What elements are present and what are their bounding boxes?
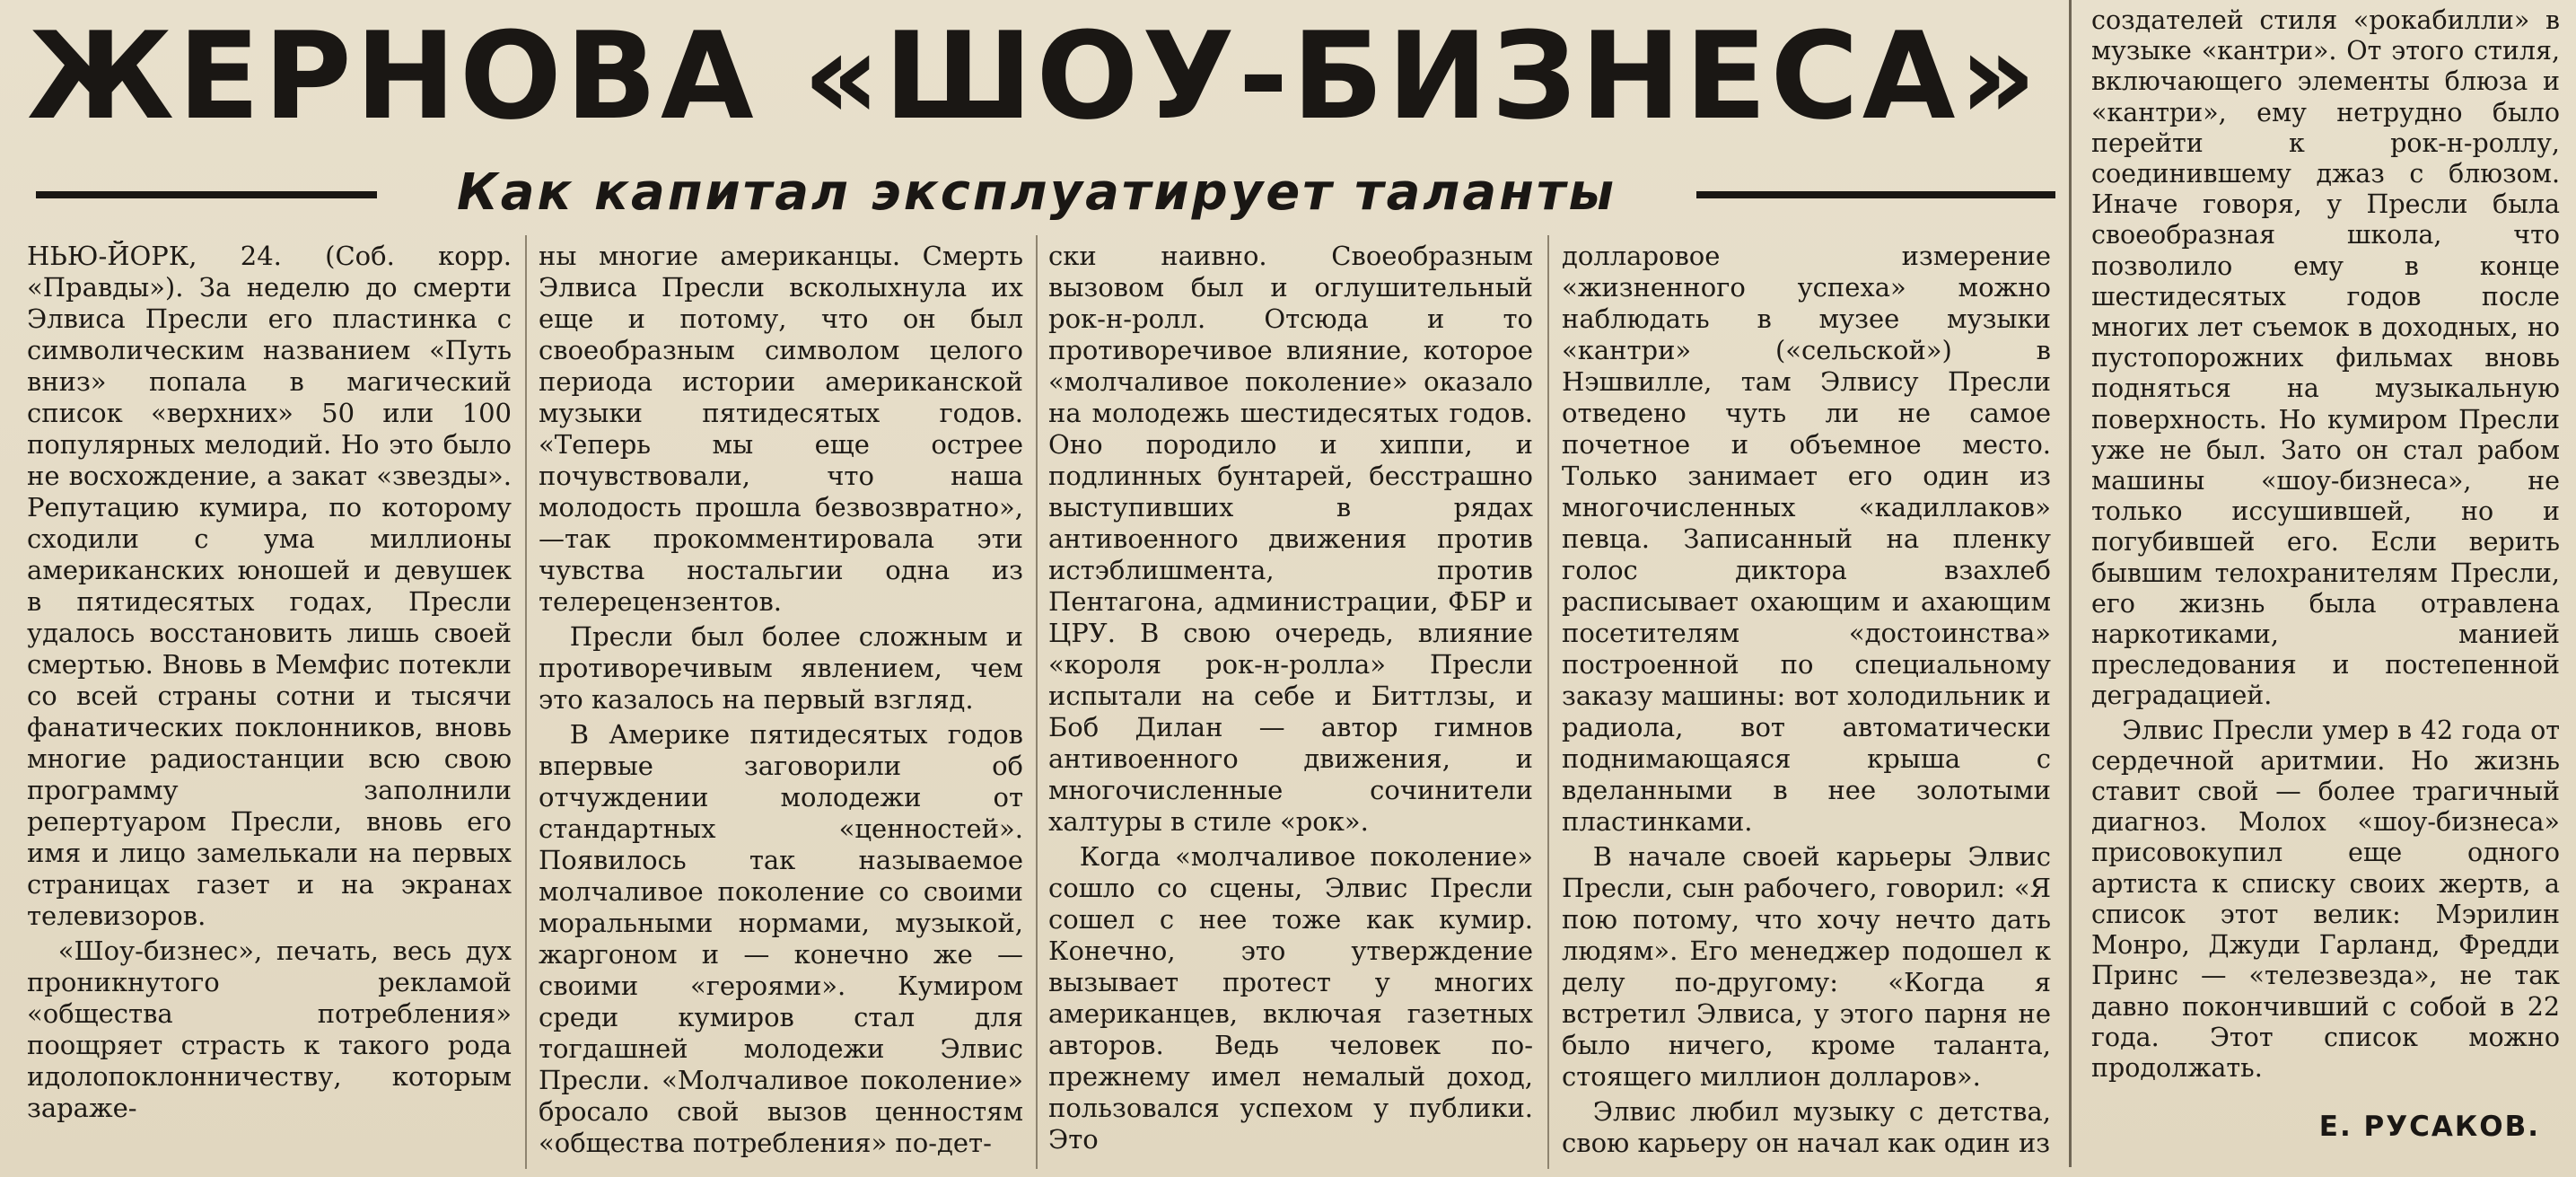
author-byline: Е. РУСАКОВ. <box>2318 1111 2540 1143</box>
article-column-3 <box>1048 241 1533 1165</box>
subheadline-rule-left <box>36 191 377 198</box>
article-column-1 <box>27 241 512 1165</box>
paragraph: В Америке пятидесятых годов впервые заговорили об отчуждении молодежи от стандартных «ценностей». Появилось так называемое молчаливое поколение со своими моральными нормами, музыкой, жаргоном и — конечно же — своими «героями». Кумиром среди кумиров стал для тогдашней молодежи Элвис Пресли. «Молчаливое поколение» бросало свой вызов ценностям «общества потребления» по-дет- <box>539 719 1023 1158</box>
article-column-2 <box>539 241 1023 1165</box>
paragraph: Пресли был более сложным и противоречивым явлением, чем это казалось на первый взгляд. <box>539 621 1023 715</box>
paragraph: долларовое измерение «жизненного успеха» можно наблюдать в музее музыки «кантри» («сельской») в Нэшвилле, там Элвису Пресли отведено чуть ли не самое почетное и объемное место. Только занимает его один из многочисленных «кадиллаков» певца. Записанный на пленку голос диктора взахлеб расписывает охающим и ахающим посетителям «достоинства» построенной по специальному заказу машины: вот холодильник и радиола, вот автоматически поднимающаяся крыша с вделанными в нее золотыми пластинками. <box>1562 241 2051 837</box>
article-column-4 <box>1562 241 2051 1165</box>
subheadline-row <box>27 162 2064 224</box>
paragraph: Элвис Пресли умер в 42 года от сердечной аритмии. Но жизнь ставит свой — более трагичный диагноз. Молох «шоу-бизнеса» присовокупил еще одного артиста к списку своих жертв, а список этот велик: Мэрилин Монро, Джуди Гарланд, Фредди Принс — «телезвезда», не так давно покончивший с собой в 22 года. Этот список можно продолжать. <box>2091 715 2560 1083</box>
column-divider <box>1547 235 1549 1169</box>
subheadline-rule-right <box>1696 191 2055 198</box>
paragraph: Элвис любил музыку с детства, свою карьеру он начал как один из <box>1562 1096 2051 1158</box>
paragraph: ны многие американцы. Смерть Элвиса Пресли всколыхнула их еще и потому, что он был своеобразным символом целого периода истории американской музыки пятидесятых годов. «Теперь мы еще острее почувствовали, что наша молодость прошла безвозвратно»,—так прокомментировала эти чувства ностальгии одна из телерецензентов. <box>539 241 1023 617</box>
column-divider <box>1036 235 1038 1169</box>
paragraph: Когда «молчаливое поколение» сошло со сцены, Элвис Пресли сошел с нее тоже как кумир. Конечно, это утверждение вызывает протест у многих американцев, включая газетных авторов. Ведь человек по-прежнему имел немалый доход, пользовался успехом у публики. Это <box>1048 841 1533 1155</box>
paragraph: «Шоу-бизнес», печать, весь дух проникнутого рекламой «общества потребления» поощряет страсть к такого рода идолопоклонничеству, которым зараже- <box>27 935 512 1123</box>
paragraph: ски наивно. Своеобразным вызовом был и оглушительный рок-н-ролл. Отсюда и то противоречивое влияние, которое «молчаливое поколение» оказало на молодежь шестидесятых годов. Оно породило и хиппи, и подлинных бунтарей, бесстрашно выступивших в рядах антивоенного движения против истэблишмента, против Пентагона, администрации, ФБР и ЦРУ. В свою очередь, влияние «короля рок-н-ролла» Пресли испытали на себе и Биттлзы, и Боб Дилан — автор гимнов антивоенного движения, и многочисленные сочинители халтуры в стиле «рок». <box>1048 241 1533 837</box>
column-divider <box>2069 0 2072 1167</box>
paragraph: В начале своей карьеры Элвис Пресли, сын рабочего, говорил: «Я пою потому, что хочу нечто дать людям». Его менеджер подошел к делу по-другому: «Когда я встретил Элвиса, у этого парня не было ничего, кроме таланта, стоящего миллион долларов». <box>1562 841 2051 1092</box>
paragraph: НЬЮ-ЙОРК, 24. (Соб. корр. «Правды»). За неделю до смерти Элвиса Пресли его пластинка с символическим названием «Путь вниз» попала в магический список «верхних» 50 или 100 популярных мелодий. Но это было не восхождение, а закат «звезды». Репутацию кумира, по которому сходили с ума миллионы американских юношей и девушек в пятидесятых годах, Пресли удалось восстановить лишь своей смертью. Вновь в Мемфис потекли со всей страны сотни и тысячи фанатических поклонников, вновь многие радиостанции всю свою программу заполнили репертуаром Пресли, вновь его имя и лицо замелькали на первых страницах газет и на экранах телевизоров. <box>27 241 512 931</box>
article-headline: ЖЕРНОВА «ШОУ-БИЗНЕСА» <box>27 6 2041 146</box>
column-divider <box>525 235 527 1169</box>
article-column-5 <box>2091 5 2560 1083</box>
paragraph: создателей стиля «рокабилли» в музыке «кантри». От этого стиля, включающего элементы блюза и «кантри», ему нетрудно было перейти к рок-н-роллу, соединившему джаз с блюзом. Иначе говоря, у Пресли была своеобразная школа, что позволило ему в конце шестидесятых годов после многих лет съемок в доходных, но пустопорожних фильмах вновь подняться на музыкальную поверхность. Но кумиром Пресли уже не был. Зато он стал рабом машины «шоу-бизнеса», не только иссушившей, но и погубившей его. Если верить бывшим телохранителям Пресли, его жизнь была отравлена наркотиками, манией преследования и постепенной деградацией. <box>2091 5 2560 711</box>
article-subheadline: Как капитал эксплуатирует таланты <box>456 163 1617 222</box>
